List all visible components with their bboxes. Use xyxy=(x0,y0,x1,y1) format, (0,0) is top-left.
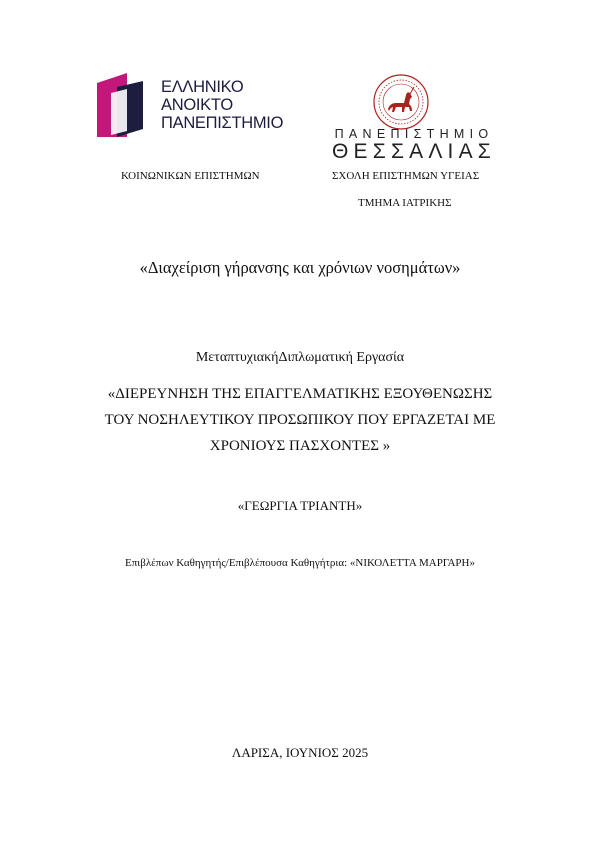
uth-name-line-1: ΠΑΝΕΠΙΣΤΗΜΙΟ xyxy=(334,127,494,141)
eap-name-line-1: ΕΛΛΗΝΙΚΟ xyxy=(161,78,244,96)
thesis-title-line-1: «ΔΙΕΡΕΥΝΗΣΗ ΤΗΣ ΕΠΑΓΓΕΛΜΑΤΙΚΗΣ ΕΞΟΥΘΕΝΩΣΗΣ xyxy=(107,386,493,402)
eap-name-line-3: ΠΑΝΕΠΙΣΤΗΜΙΟ xyxy=(161,114,284,132)
uth-name-line-2: ΘΕΣΣΑΛΙΑΣ xyxy=(332,140,496,163)
department-right: ΤΜΗΜΑ ΙΑΤΡΙΚΗΣ xyxy=(358,197,452,209)
eap-logo xyxy=(97,70,287,140)
place-date: ΛΑΡΙΣΑ, ΙΟΥΝΙΟΣ 2025 xyxy=(231,745,369,760)
eap-name xyxy=(161,78,283,132)
uth-seal-icon xyxy=(372,73,430,131)
course-title: «Διαχείριση γήρανσης και χρόνιων νοσημάτων» xyxy=(139,258,461,277)
thesis-type: ΜεταπτυχιακήΔιπλωματική Εργασία xyxy=(195,350,405,365)
department-left: ΚΟΙΝΩΝΙΚΩΝ ΕΠΙΣΤΗΜΩΝ xyxy=(121,170,260,182)
eap-emblem-icon xyxy=(97,73,155,137)
school-right: ΣΧΟΛΗ ΕΠΙΣΤΗΜΩΝ ΥΓΕΙΑΣ xyxy=(332,170,480,182)
supervisor: Επιβλέπων Καθηγητής/Επιβλέπουσα Καθηγήτρια: «ΝΙΚΟΛΕΤΤΑ ΜΑΡΓΑΡΗ» xyxy=(125,557,475,569)
author-name: «ΓΕΩΡΓΙΑ ΤΡΙΑΝΤΗ» xyxy=(237,498,363,513)
thesis-title xyxy=(0,381,600,459)
thesis-title-line-3: ΧΡΟΝΙΟΥΣ ΠΑΣΧΟΝΤΕΣ » xyxy=(209,438,391,454)
thesis-title-line-2: ΤΟΥ ΝΟΣΗΛΕΥΤΙΚΟΥ ΠΡΟΣΩΠΙΚΟΥ ΠΟΥ ΕΡΓΑΖΕΤΑΙ ΜΕ xyxy=(104,412,496,428)
eap-name-line-2: ΑΝΟΙΚΤΟ xyxy=(161,96,233,114)
